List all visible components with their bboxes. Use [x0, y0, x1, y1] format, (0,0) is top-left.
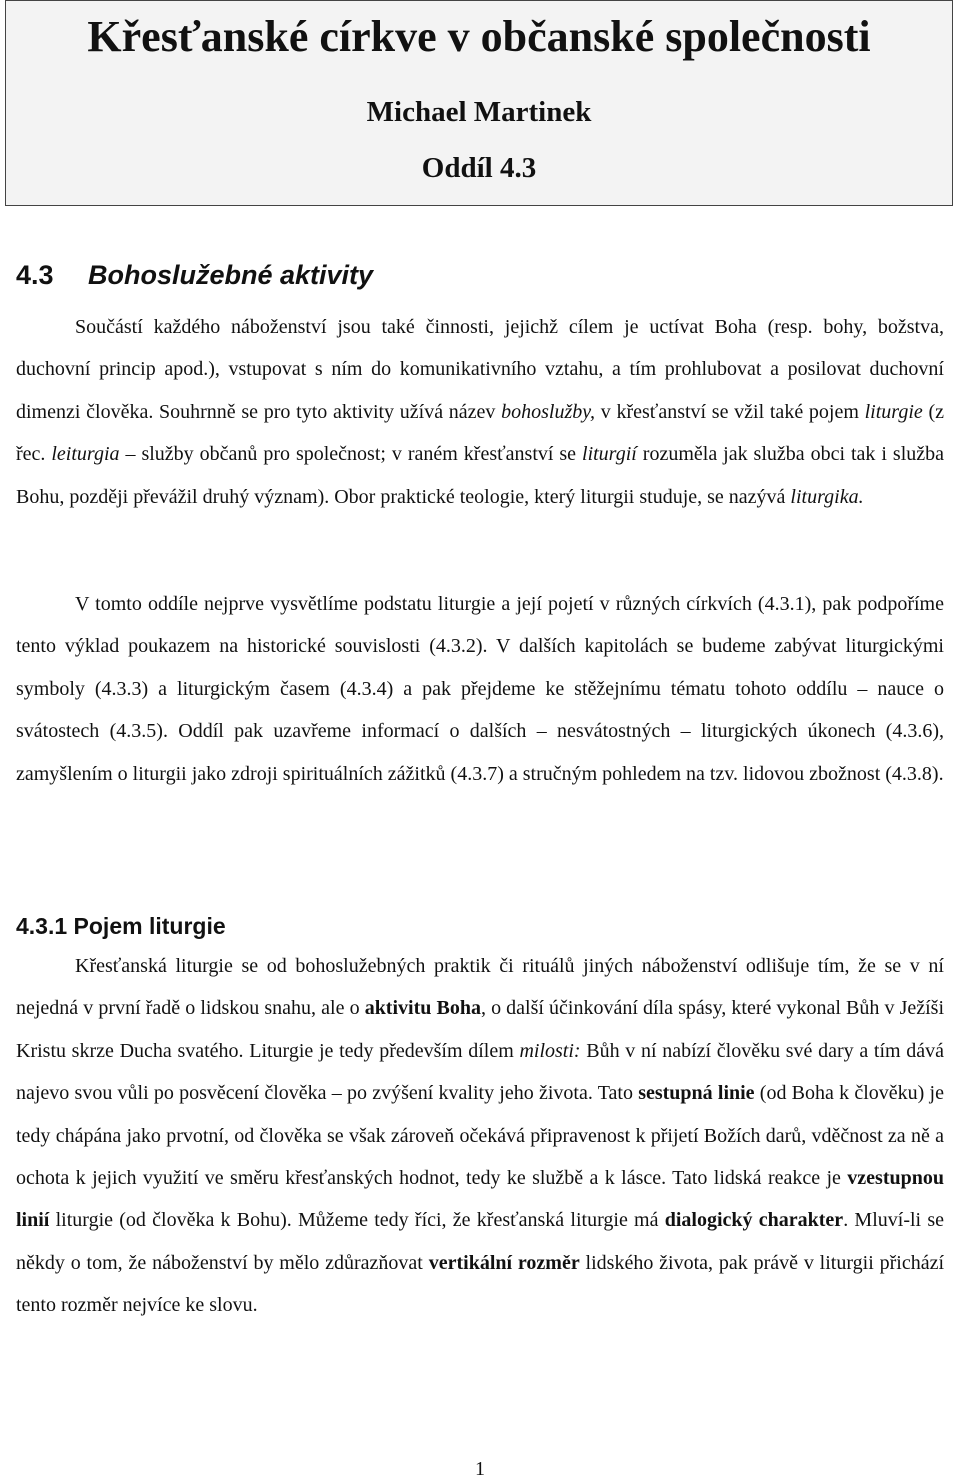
text-run: – služby občanů pro společnost; v raném křesťanství se — [119, 443, 583, 466]
bold-term: sestupná linie — [638, 1082, 755, 1105]
section-label: Oddíl 4.3 — [421, 152, 537, 184]
bold-term: vertikální rozměr — [428, 1251, 580, 1274]
paragraph-intro — [16, 306, 944, 518]
subsection-heading — [16, 910, 226, 942]
text-run: liturgie (od člověka k Bohu). Můžeme tedy říci, že křesťanská liturgie má — [49, 1209, 665, 1232]
text-run: . Mluví-li se někdy o tom, že náboženství by mělo zdůrazňovat — [16, 1209, 944, 1274]
section-heading — [16, 258, 373, 292]
italic-term: liturgika. — [790, 485, 864, 508]
italic-term: milosti: — [519, 1039, 581, 1062]
document-title: Křesťanské církve v občanské společnosti — [87, 12, 871, 61]
author-name: Michael Martinek — [366, 96, 592, 128]
section-number: 4.3 — [16, 260, 54, 290]
paragraph-liturgy — [16, 945, 944, 1327]
section-title: Bohoslužebné aktivity — [88, 260, 374, 290]
italic-term: liturgií — [582, 443, 637, 466]
text-run: , o další účinkování díla spásy, které vykonal Bůh v Ježíši Kristu skrze Ducha svatého. Liturgie je tedy především dílem — [16, 997, 945, 1062]
text-run: Křesťanská liturgie se od bohoslužebných praktik či rituálů jiných náboženství odlišuje tím, že se v ní nejedná v první řadě o lidskou snahu, ale o — [16, 955, 944, 1020]
text-run: (z řec. — [16, 400, 945, 466]
subsection-number: 4.3.1 — [16, 913, 68, 939]
text-run: Součástí každého náboženství jsou také činnosti, jejichž cílem je uctívat Boha (resp. bohy, božstva, duchovní princip apod.), vstupovat s ním do komunikativního vztahu, a tím prohlubovat a posilovat duchovní dimenzi člověka. Souhrnně se pro tyto aktivity užívá název — [16, 316, 944, 423]
text-run: (od Boha k člověku) je tedy chápána jako prvotní, od člověka se však zároveň očekává připravenost k přijetí Božích darů, vděčnost za ně a ochota k jejich využití ve směru křesťanských hodnot, tedy ke službě a k lásce. Tato lidská reakce je — [16, 1082, 944, 1190]
text-run: Bůh v ní nabízí člověku své dary a tím dává najevo svou vůli po posvěcení člověka – po zvýšení kvality jeho života. Tato — [16, 1039, 945, 1105]
bold-term: dialogický charakter — [664, 1209, 844, 1232]
italic-term: bohoslužby, — [501, 400, 596, 423]
page-number: 1 — [475, 1458, 485, 1480]
italic-term: liturgie — [864, 400, 923, 423]
italic-term: leiturgia — [51, 443, 120, 466]
title-box — [5, 0, 953, 206]
paragraph-overview: V tomto oddíle nejprve vysvětlíme podstatu liturgie a její pojetí v různých církvích (4.3.1), pak podpoříme tento výklad poukazem na historické souvislosti (4.3.2). V dalších kapitolách se budeme zabývat liturgickými symboly (4.3.3) a liturgickým časem (4.3.4) a pak přejdeme ke stěžejnímu tématu tohoto oddílu – nauce o svátostech (4.3.5). Oddíl pak uzavřeme informací o dalších – nesvátostných – liturgických úkonech (4.3.6), zamyšlením o liturgii jako zdroji spirituálních zážitků (4.3.7) a stručným pohledem na tzv. lidovou zbožnost (4.3.8). — [16, 593, 944, 785]
text-run: v křesťanství se vžil také pojem — [595, 400, 865, 423]
bold-term: vzestupnou linií — [16, 1167, 944, 1232]
subsection-title: Pojem liturgie — [73, 913, 226, 939]
bold-term: aktivitu Boha — [364, 997, 481, 1020]
text-run: rozuměla jak služba obci tak i služba Bohu, později převážil druhý význam). Obor praktické teologie, který liturgii studuje, se nazývá — [16, 443, 945, 508]
text-run: lidského života, pak právě v liturgii přichází tento rozměr nejvíce ke slovu. — [16, 1251, 944, 1317]
